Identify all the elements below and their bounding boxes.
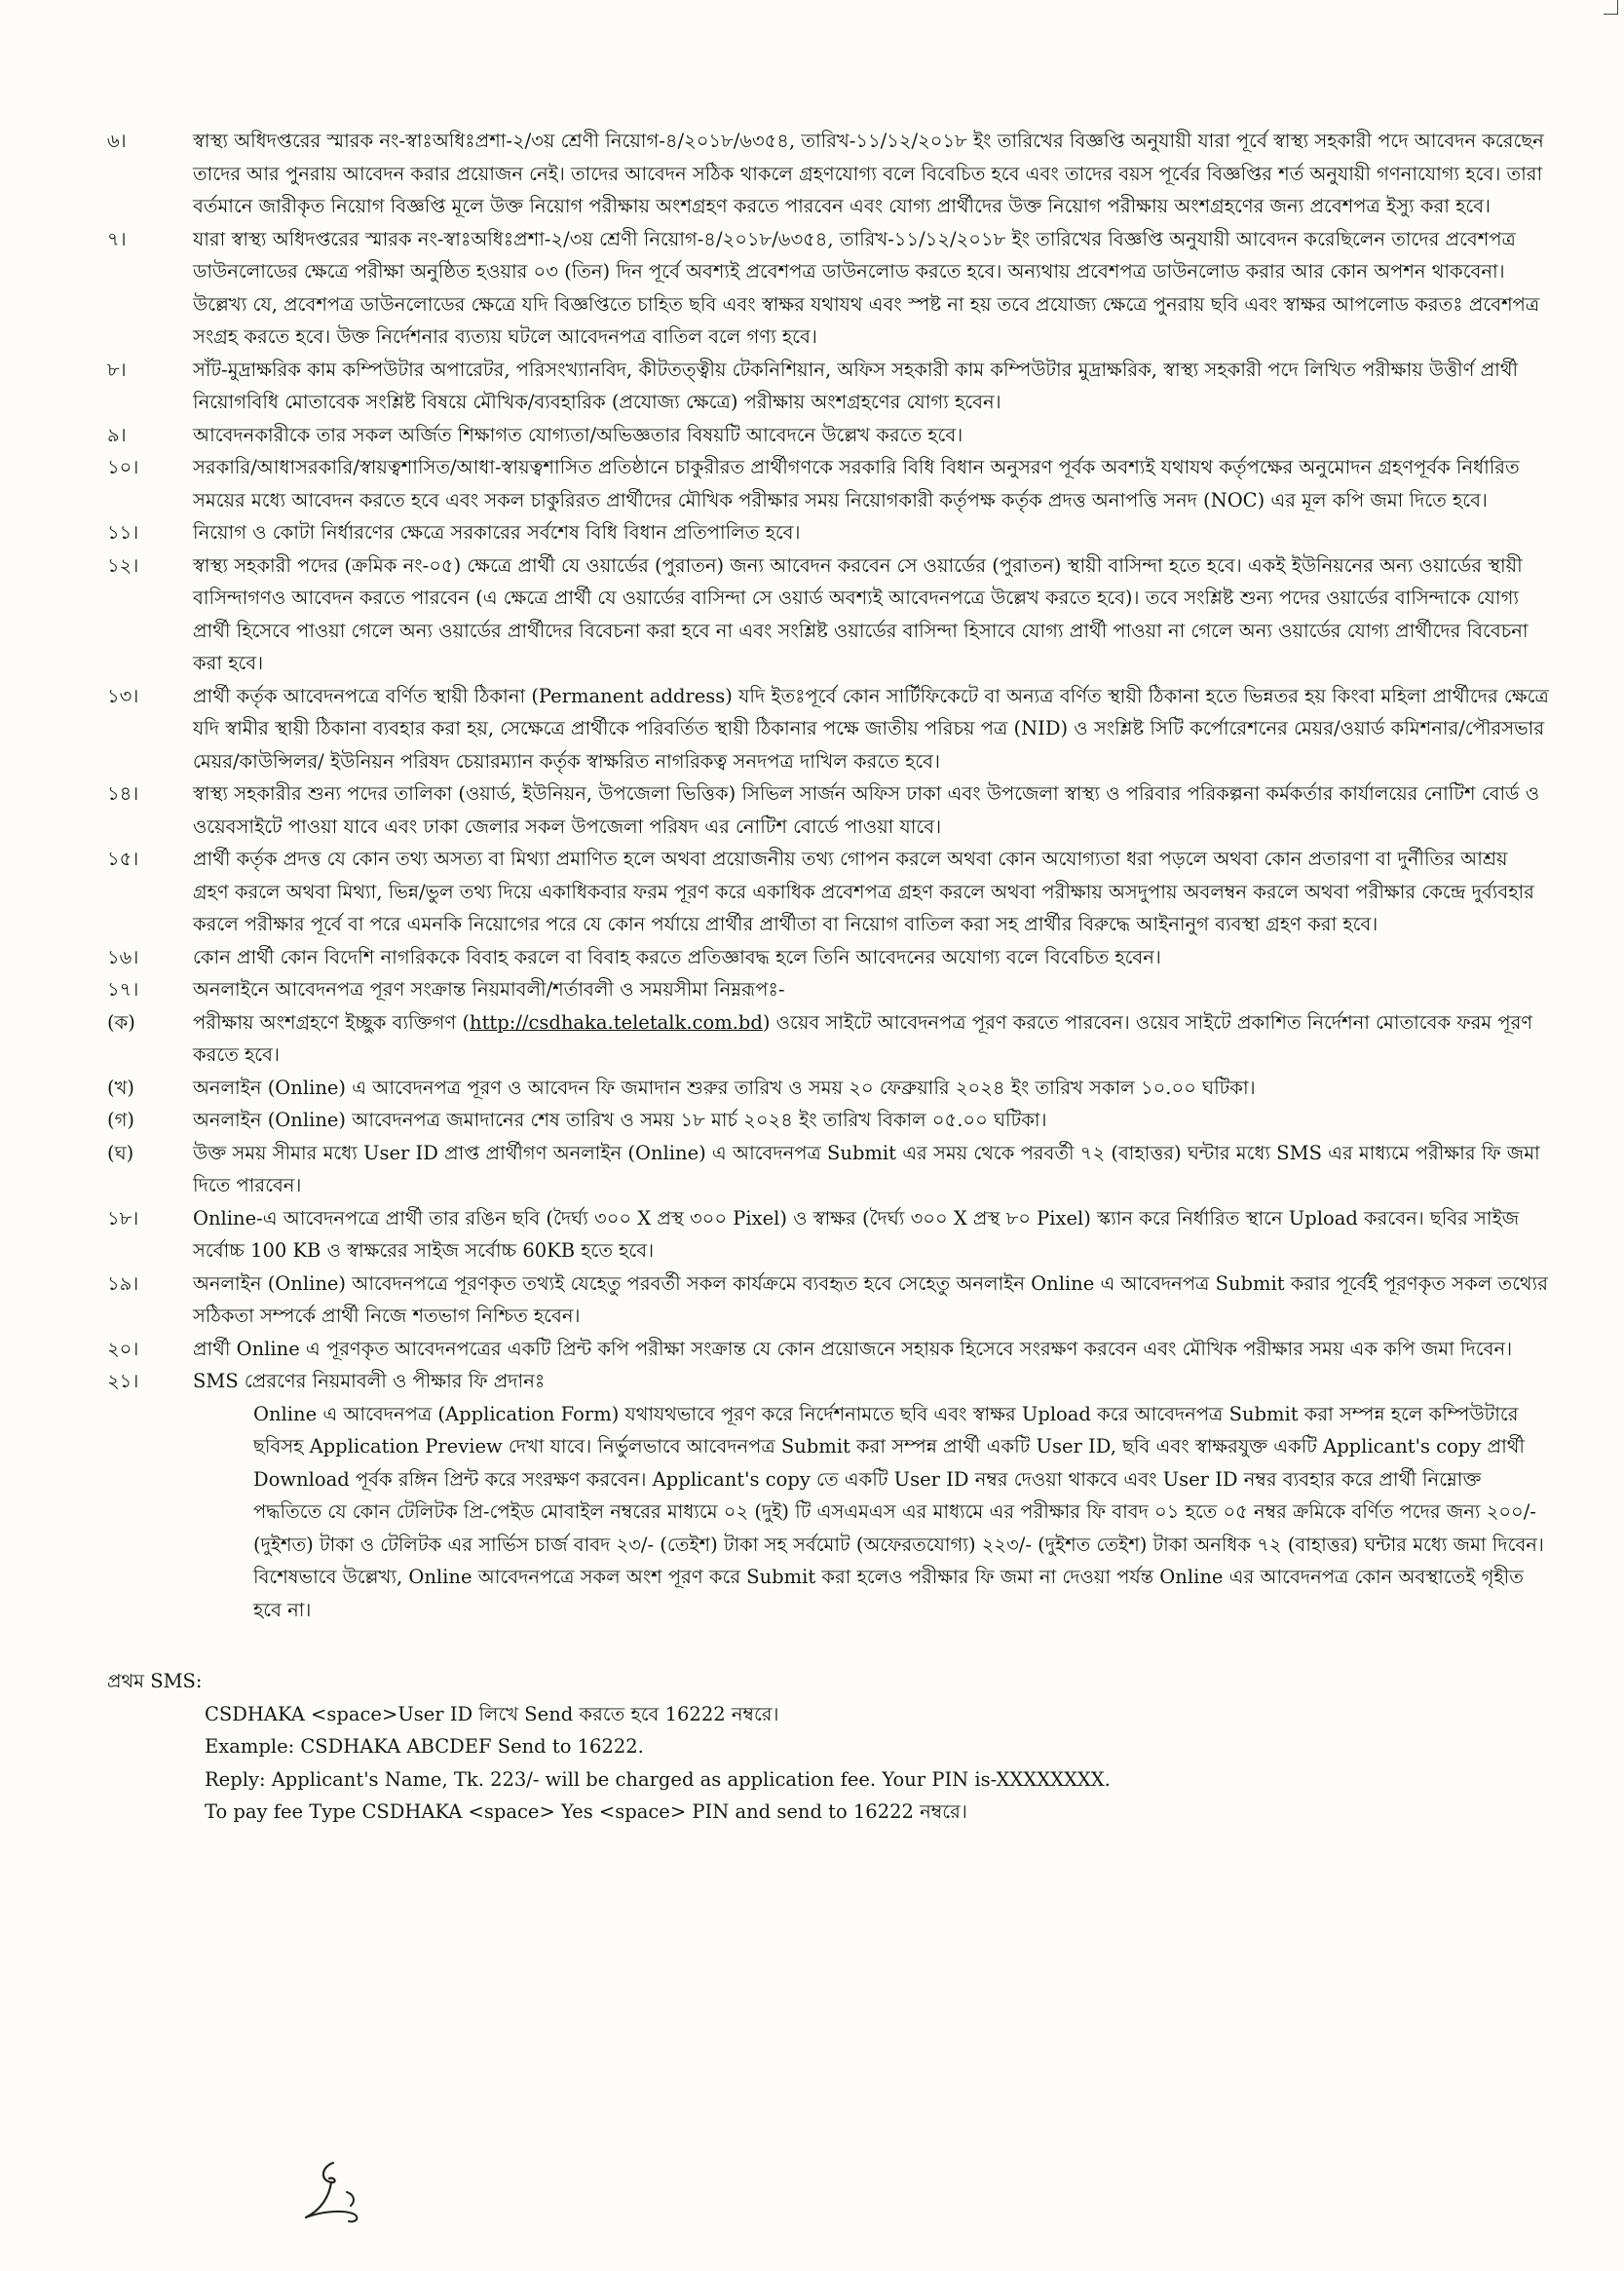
sub-item xyxy=(107,1072,1549,1105)
online-application-subitems xyxy=(107,1006,1549,1202)
sms-line: CSDHAKA <space>User ID লিখে Send করতে হবে 16222 নম্বরে। xyxy=(205,1702,779,1725)
sub-item-number: (খ) xyxy=(107,1076,135,1099)
item-text: প্রার্থী কর্তৃক প্রদত্ত যে কোন তথ্য অসত্য বা মিথ্যা প্রমাণিত হলে অথবা প্রয়োজনীয় তথ্য গোপন করলে অথবা কোন অযোগ্যতা ধরা পড়লে অথবা কোন প্রতারণা বা দুর্নীতির আশ্রয় গ্রহণ করলে অথবা মিথ্যা, ভিন্ন/ভুল তথ্য দিয়ে একাধিকবার ফরম পূরণ করে একাধিক প্রবেশপত্র গ্রহণ করলে অথবা পরীক্ষায় অসদুপায় অবলম্বন করলে অথবা পরীক্ষার কেন্দ্রে দুর্ব্যবহার করলে পরীক্ষার পূর্বে বা পরে এমনকি নিয়োগের পরে যে কোন পর্যায়ে প্রার্থীর প্রার্থীতা বা নিয়োগ বাতিল করা সহ প্রার্থীর বিরুদ্ধে আইনানুগ ব্যবস্থা গ্রহণ করা হবে। xyxy=(193,848,1534,935)
item-number: ২১। xyxy=(107,1370,139,1392)
item-number: ১৫। xyxy=(107,848,139,870)
item-text: Online-এ আবেদনপত্রে প্রার্থী তার রঙিন ছবি (দৈর্ঘ্য ৩০০ X প্রস্থ ৩০০ Pixel) ও স্বাক্ষর (দৈর্ঘ্য ৩০০ X প্রস্থ ৮০ Pixel) স্ক্যান করে নির্ধারিত স্থানে Upload করবেন। ছবির সাইজ সর্বোচ্চ 100 KB ও স্বাক্ষরের সাইজ সর্বোচ্চ 60KB হতে হবে। xyxy=(193,1206,1520,1262)
list-item xyxy=(107,777,1549,843)
item-text: SMS প্রেরণের নিয়মাবলী ও পীক্ষার ফি প্রদানঃ xyxy=(193,1370,546,1392)
item-number: ১৮। xyxy=(107,1206,139,1230)
list-item xyxy=(107,1202,1549,1268)
application-website-link[interactable]: http://csdhaka.teletalk.com.bd xyxy=(470,1010,763,1034)
sub-item xyxy=(107,1104,1549,1137)
list-item xyxy=(107,223,1549,354)
sms-instructions-paragraph: Online এ আবেদনপত্র (Application Form) যথাযথভাবে পূরণ করে নির্দেশনামতে ছবি এবং স্বাক্ষর Upload করে আবেদনপত্র Submit করা সম্পন্ন হলে কম্পিউটারে ছবিসহ Application Preview দেখা যাবে। নির্ভুলভাবে আবেদনপত্র Submit করা সম্পন্ন প্রার্থী একটি User ID, ছবি এবং স্বাক্ষরযুক্ত একটি Applicant's copy প্রার্থী Download পূর্বক রঙ্গিন প্রিন্ট করে সংরক্ষণ করবেন। Applicant's copy তে একটি User ID নম্বর দেওয়া থাকবে এবং User ID নম্বর ব্যবহার করে প্রার্থী নিম্নোক্ত পদ্ধতিতে যে কোন টেলিটক প্রি-পেইড মোবাইল নম্বরের মাধ্যমে ০২ (দুই) টি এসএমএস এর মাধ্যমে এর পরীক্ষার ফি বাবদ ০১ হতে ০৫ নম্বর ক্রমিকে বর্ণিত পদের জন্য ২০০/- (দুইশত) টাকা ও টেলিটক এর সার্ভিস চার্জ বাবদ ২৩/- (তেইশ) টাকা সহ সর্বমোট (অফেরতযোগ্য) ২২৩/- (দুইশত তেইশ) টাকা অনধিক ৭২ (বাহাত্তর) ঘন্টার মধ্যে জমা দিবেন। বিশেষভাবে উল্লেখ্য, Online আবেদনপত্রে সকল অংশ পূরণ করে Submit করা হলেও পরীক্ষার ফি জমা না দেওয়া পর্যন্ত Online এর আবেদনপত্র কোন অবস্থাতেই গৃহীত হবে না। xyxy=(253,1402,1544,1621)
item-number: ১৬। xyxy=(107,945,139,968)
list-item xyxy=(107,354,1549,419)
item-text: স্বাস্থ্য সহকারী পদের (ক্রমিক নং-০৫) ক্ষেত্রে প্রার্থী যে ওয়ার্ডের (পুরাতন) জন্য আবেদন করবেন সে ওয়ার্ডের (পুরাতন) স্থায়ী বাসিন্দা হতে হবে। একই ইউনিয়নের অন্য ওয়ার্ডের স্থায়ী বাসিন্দাগণও আবেদন করতে পারবেন (এ ক্ষেত্রে প্রার্থী যে ওয়ার্ডের বাসিন্দা সে ওয়ার্ড অবশ্যই আবেদনপত্রে উল্লেখ করতে হবে)। তবে সংশ্লিষ্ট শুন্য পদের ওয়ার্ডের বাসিন্দাকে যোগ্য প্রার্থী হিসেবে পাওয়া গেলে অন্য ওয়ার্ডের প্রার্থীদের বিবেচনা করা হবে না এবং সংশ্লিষ্ট ওয়ার্ডের বাসিন্দা হিসাবে যোগ্য প্রার্থী পাওয়া না গেলে অন্য ওয়ার্ডের যোগ্য প্রার্থীদের বিবেচনা করা হবে। xyxy=(193,553,1529,674)
list-item xyxy=(107,451,1549,516)
item-number: ৭। xyxy=(107,227,127,250)
item-number: ১৪। xyxy=(107,782,139,805)
list-item xyxy=(107,516,1549,549)
item-text: অনলাইন (Online) আবেদনপত্রে পূরণকৃত তথ্যই যেহেতু পরবর্তী সকল কার্যক্রমে ব্যবহৃত হবে সেহেতু অনলাইন Online এ আবেদনপত্র Submit করার পূর্বেই পূরণকৃত সকল তথ্যের সঠিকতা সম্পর্কে প্রার্থী নিজে শতভাগ নিশ্চিত হবেন। xyxy=(193,1271,1548,1327)
item-text: আবেদনকারীকে তার সকল অর্জিত শিক্ষাগত যোগ্যতা/অভিজ্ঞতার বিষয়টি আবেদনে উল্লেখ করতে হবে। xyxy=(193,423,963,446)
item-number: ১০। xyxy=(107,456,139,478)
list-item xyxy=(107,1268,1549,1333)
item-text: প্রার্থী কর্তৃক আবেদনপত্রে বর্ণিত স্থায়ী ঠিকানা (Permanent address) যদি ইতঃপূর্বে কোন সার্টিফিকেটে বা অন্যত্র বর্ণিত স্থায়ী ঠিকানা হতে ভিন্নতর হয় কিংবা মহিলা প্রার্থীদের ক্ষেত্রে যদি স্বামীর স্থায়ী ঠিকানা ব্যবহার করা হয়, সেক্ষেত্রে প্রার্থীকে পরিবর্তিত স্থায়ী ঠিকানার পক্ষে জাতীয় পরিচয় পত্র (NID) ও সংশ্লিষ্ট সিটি কর্পোরেশনের মেয়র/ওয়ার্ড কমিশনার/পৌরসভার মেয়র/কাউন্সিলর/ ইউনিয়ন পরিষদ চেয়ারম্যান কর্তৃক স্বাক্ষরিত নাগরিকত্ব সনদপত্র দাখিল করতে হবে। xyxy=(193,684,1549,773)
item-text: প্রার্থী Online এ পূরণকৃত আবেদনপত্রের একটি প্রিন্ট কপি পরীক্ষা সংক্রান্ত যে কোন প্রয়োজনে সহায়ক হিসেবে সংরক্ষণ করবেন এবং মৌখিক পরীক্ষার সময় এক কপি জমা দিবেন। xyxy=(193,1337,1513,1360)
first-sms-heading: প্রথম SMS: xyxy=(107,1670,203,1692)
sub-item xyxy=(107,1137,1549,1202)
conditions-list xyxy=(107,125,1549,1006)
sub-item xyxy=(107,1006,1549,1072)
sub-item-text: অনলাইন (Online) এ আবেদনপত্র পূরণ ও আবেদন ফি জমাদান শুরুর তারিখ ও সময় ২০ ফেব্রুয়ারি ২০২৪ ইং তারিখ সকাল ১০.০০ ঘটিকা। xyxy=(193,1076,1256,1099)
sub-item-text: উক্ত সময় সীমার মধ্যে User ID প্রাপ্ত প্রার্থীগণ অনলাইন (Online) এ আবেদনপত্র Submit এর সময় থেকে পরবর্তী ৭২ (বাহাত্তর) ঘন্টার মধ্যে SMS এর মাধ্যমে পরীক্ষার ফি জমা দিতে পারবেন। xyxy=(193,1141,1540,1196)
list-item xyxy=(107,1333,1549,1366)
item-text: অনলাইনে আবেদনপত্র পূরণ সংক্রান্ত নিয়মাবলী/শর্তাবলী ও সময়সীমা নিম্নরূপঃ- xyxy=(193,978,785,1001)
list-item xyxy=(107,125,1549,223)
item-text: যারা স্বাস্থ্য অধিদপ্তরের স্মারক নং-স্বাঃঅধিঃপ্রশা-২/৩য় শ্রেণী নিয়োগ-৪/২০১৮/৬৩৫৪, তারিখ-১১/১২/২০১৮ ইং তারিখের বিজ্ঞপ্তি অনুযায়ী আবেদন করেছিলেন তাদের প্রবেশপত্র ডাউনলোডের ক্ষেত্রে পরীক্ষা অনুষ্ঠিত হওয়ার ০৩ (তিন) দিন পূর্বে অবশ্যই প্রবেশপত্র ডাউনলোড করতে হবে। অন্যথায় প্রবেশপত্র ডাউনলোড করার আর কোন অপশন থাকবেনা। উল্লেখ্য যে, প্রবেশপত্র ডাউনলোডের ক্ষেত্রে যদি বিজ্ঞপ্তিতে চাহিত ছবি এবং স্বাক্ষর যথাযথ এবং স্পষ্ট না হয় তবে প্রযোজ্য ক্ষেত্রে পুনরায় ছবি এবং স্বাক্ষর আপলোড করতঃ প্রবেশপত্র সংগ্রহ করতে হবে। উক্ত নির্দেশনার ব্যত্যয় ঘটলে আবেদনপত্র বাতিল বলে গণ্য হবে। xyxy=(193,227,1540,348)
sub-item-number: (গ) xyxy=(107,1109,134,1131)
list-item xyxy=(107,549,1549,680)
handwritten-signature-icon xyxy=(292,2153,399,2231)
item-number: ৯। xyxy=(107,423,127,446)
sub-item-text: পরীক্ষায় অংশগ্রহণে ইচ্ছুক ব্যক্তিগণ ( xyxy=(193,1010,471,1034)
sms-line: Example: CSDHAKA ABCDEF Send to 16222. xyxy=(205,1735,644,1758)
list-item xyxy=(107,973,1549,1006)
item-text: সরকারি/আধাসরকারি/স্বায়ত্বশাসিত/আধা-স্বায়ত্বশাসিত প্রতিষ্ঠানে চাকুরীরত প্রার্থীগণকে সরকারি বিধি বিধান অনুসরণ পূর্বক অবশ্যই যথাযথ কর্তৃপক্ষের অনুমোদন গ্রহণপূর্বক নির্ধারিত সময়ের মধ্যে আবেদন করতে হবে এবং সকল চাকুরিরত প্রার্থীদের মৌখিক পরীক্ষার সময় নিয়োগকারী কর্তৃপক্ষ কর্তৃক প্রদত্ত অনাপত্তি সনদ (NOC) এর মূল কপি জমা দিতে হবে। xyxy=(193,456,1520,511)
item-text: স্বাস্থ্য অধিদপ্তরের স্মারক নং-স্বাঃঅধিঃপ্রশা-২/৩য় শ্রেণী নিয়োগ-৪/২০১৮/৬৩৫৪, তারিখ-১১/১২/২০১৮ ইং তারিখের বিজ্ঞপ্তি অনুযায়ী যারা পূর্বে স্বাস্থ্য সহকারী পদে আবেদন করেছেন তাদের আর পুনরায় আবেদন করার প্রয়োজন নেই। তাদের আবেদন সঠিক থাকলে গ্রহণযোগ্য বলে বিবেচিত হবে এবং তাদের বয়স পূর্বের বিজ্ঞপ্তির শর্ত অনুযায়ী গণনাযোগ্য হবে। তারা বর্তমানে জারীকৃত নিয়োগ বিজ্ঞপ্তি মূলে উক্ত নিয়োগ পরীক্ষায় অংশগ্রহণ করতে পারবেন এবং যোগ্য প্রার্থীদের উক্ত নিয়োগ পরীক্ষায় অংশগ্রহণের জন্য প্রবেশপত্র ইস্যু করা হবে। xyxy=(193,130,1544,217)
item-number: ৬। xyxy=(107,130,127,152)
item-number: ১২। xyxy=(107,553,139,577)
conditions-list-continued xyxy=(107,1202,1549,1627)
sms-line: To pay fee Type CSDHAKA <space> Yes <space> PIN and send to 16222 নম্বরে। xyxy=(205,1800,967,1823)
notice-document xyxy=(107,125,1549,1829)
item-text: কোন প্রার্থী কোন বিদেশি নাগরিককে বিবাহ করলে বা বিবাহ করতে প্রতিজ্ঞাবদ্ধ হলে তিনি আবেদনের অযোগ্য বলে বিবেচিত হবেন। xyxy=(193,945,1161,968)
item-text: নিয়োগ ও কোটা নির্ধারণের ক্ষেত্রে সরকারের সর্বশেষ বিধি বিধান প্রতিপালিত হবে। xyxy=(193,521,801,544)
sms-line: Reply: Applicant's Name, Tk. 223/- will be charged as application fee. Your PIN is-XXXXXXXX. xyxy=(205,1767,1111,1791)
sub-item-text: অনলাইন (Online) আবেদনপত্র জমাদানের শেষ তারিখ ও সময় ১৮ মার্চ ২০২৪ ইং তারিখ বিকাল ০৫.০০ ঘটিকা। xyxy=(193,1109,1047,1131)
list-item xyxy=(107,419,1549,452)
item-number: ১৭। xyxy=(107,978,139,1001)
item-number: ১১। xyxy=(107,521,139,544)
list-item xyxy=(107,680,1549,778)
item-number: ১৯। xyxy=(107,1271,139,1295)
sms-format-block xyxy=(107,1698,1549,1829)
list-item xyxy=(107,1365,1549,1398)
item-text: স্বাস্থ্য সহকারীর শুন্য পদের তালিকা (ওয়ার্ড, ইউনিয়ন, উপজেলা ভিত্তিক) সিভিল সার্জন অফিস ঢাকা এবং উপজেলা স্বাস্থ্য ও পরিবার পরিকল্পনা কর্মকর্তার কার্যালয়ের নোটিশ বোর্ড ও ওয়েবসাইটে পাওয়া যাবে এবং ঢাকা জেলার সকল উপজেলা পরিষদ এর নোটিশ বোর্ডে পাওয়া যাবে। xyxy=(193,782,1540,838)
list-item xyxy=(107,843,1549,941)
item-text: সাঁট-মুদ্রাক্ষরিক কাম কম্পিউটার অপারেটর, পরিসংখ্যানবিদ, কীটতত্ত্বীয় টেকনিশিয়ান, অফিস সহকারী কাম কম্পিউটার মুদ্রাক্ষরিক, স্বাস্থ্য সহকারী পদে লিখিত পরীক্ষায় উত্তীর্ণ প্রার্থী নিয়োগবিধি মোতাবেক সংশ্লিষ্ট বিষয়ে মৌখিক/ব্যবহারিক (প্রযোজ্য ক্ষেত্রে) পরীক্ষায় অংশগ্রহণের যোগ্য হবেন। xyxy=(193,358,1519,413)
list-item xyxy=(107,941,1549,974)
item-number: ৮। xyxy=(107,358,127,381)
sub-item-number: (ঘ) xyxy=(107,1141,134,1164)
sub-item-number: (ক) xyxy=(107,1010,135,1034)
sub-item-text-after: ) ওয়েব সাইটে আবেদনপত্র পূরণ করতে পারবেন। ওয়েব সাইটে প্রকাশিত নির্দেশনা মোতাবেক ফরম পূরণ করতে হবে। xyxy=(193,1010,1533,1066)
page-corner-mark xyxy=(1604,0,1618,15)
item-number: ১৩। xyxy=(107,684,139,707)
item-number: ২০। xyxy=(107,1337,139,1360)
